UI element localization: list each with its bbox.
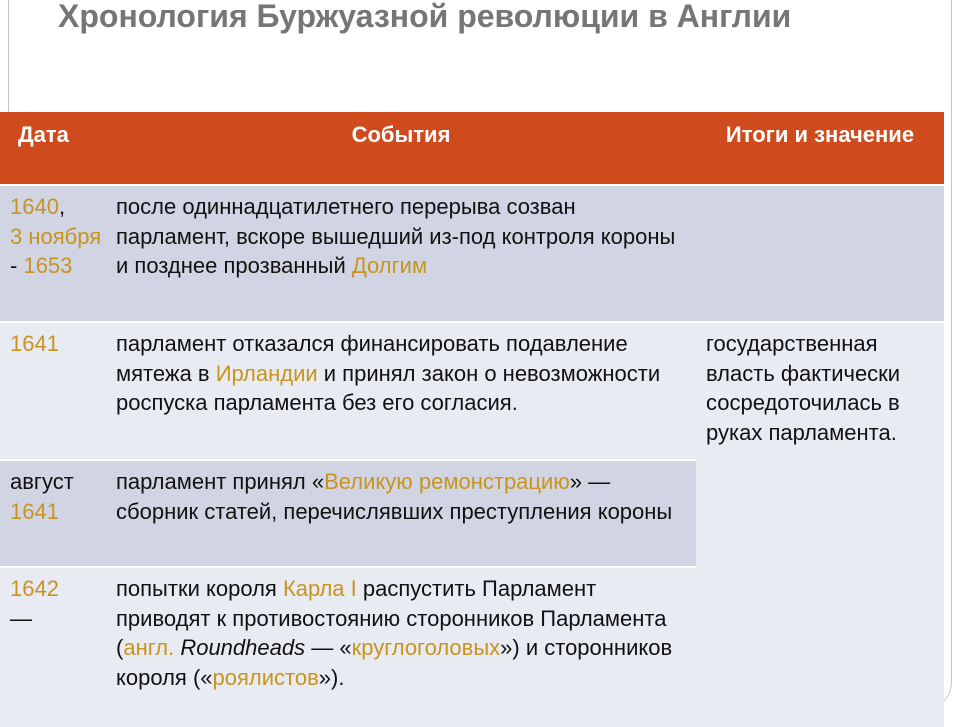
header-results: Итоги и значение xyxy=(696,112,944,185)
date-link-year[interactable]: 1640 xyxy=(10,194,59,219)
slide-title: Хронология Буржуазной революции в Англии xyxy=(58,0,792,34)
table-row xyxy=(0,322,944,460)
link-charles-i[interactable]: Карла I xyxy=(282,576,357,601)
date-link-year[interactable]: 1641 xyxy=(10,498,59,524)
link-royalists[interactable]: роялистов xyxy=(212,664,319,690)
header-events: События xyxy=(106,112,696,185)
date-link-year[interactable]: 1641 xyxy=(10,331,59,356)
table-row xyxy=(0,185,944,322)
result-cell xyxy=(696,185,944,322)
header-date: Дата xyxy=(0,112,106,185)
event-cell: парламент отказался финансировать подавление мятежа в Ирландии и принял закон о невозможности роспуска парламента без его согласия. xyxy=(106,322,696,460)
event-cell: парламент принял «Великую ремонстрацию» — сборник статей, перечислявших преступления короны xyxy=(106,460,696,567)
date-link-year[interactable]: 1642 xyxy=(10,576,59,601)
table-header-row xyxy=(0,112,944,185)
chronology-table xyxy=(0,112,944,727)
date-cell xyxy=(0,322,106,460)
result-cell: государственная власть фактически сосредоточилась в руках парламента. xyxy=(696,322,944,727)
date-cell: август 1641 xyxy=(0,460,106,567)
link-grand-remonstrance[interactable]: Великую ремонстрацию xyxy=(324,469,570,494)
date-cell: 1640, 3 ноября - 1653 xyxy=(0,185,106,322)
link-ireland[interactable]: Ирландии xyxy=(215,360,318,386)
date-cell: 1642 — xyxy=(0,567,106,727)
link-roundheads[interactable]: круглоголовых xyxy=(351,635,501,661)
link-english[interactable]: англ. xyxy=(123,635,175,661)
date-link-end-year[interactable]: 1653 xyxy=(23,253,73,279)
date-link-day[interactable]: 3 ноября xyxy=(10,223,102,249)
event-cell: после одиннадцатилетнего перерыва созван парламент, вскоре вышедший из-под контроля короны и позднее прозванный Долгим xyxy=(106,185,696,322)
roundheads-term: Roundheads xyxy=(180,635,306,661)
event-cell: попытки короля Карла I распустить Парламент приводят к противостоянию сторонников Парламента (англ. Roundheads — «круглоголовых») и сторонников короля («роялистов»). xyxy=(106,567,696,727)
link-long-parliament[interactable]: Долгим xyxy=(351,253,428,279)
